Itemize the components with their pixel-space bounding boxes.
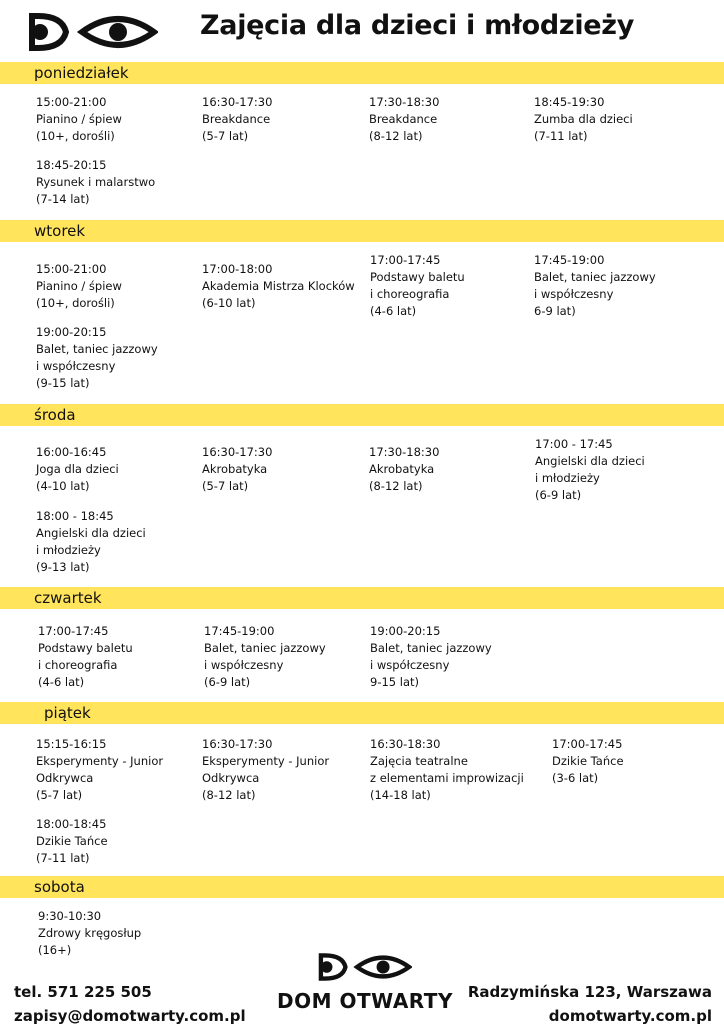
day-bar-friday xyxy=(0,702,724,724)
schedule-entry: 17:30-18:30 Akrobatyka (8-12 lat) xyxy=(369,445,440,493)
phone-number[interactable]: tel. 571 225 505 xyxy=(14,983,152,1001)
schedule-entry: 9:30-10:30 Zdrowy kręgosłup (16+) xyxy=(38,909,142,957)
website-link[interactable]: domotwarty.com.pl xyxy=(548,1007,712,1025)
day-label: piątek xyxy=(44,704,91,722)
contact-info xyxy=(14,980,246,1028)
schedule-entry: 18:45-20:15 Rysunek i malarstwo (7-14 lat) xyxy=(36,158,156,206)
schedule-entry: 17:00-17:45 Podstawy baletu i choreografia (4-6 lat) xyxy=(38,624,133,689)
address-info xyxy=(468,980,712,1028)
day-bar-tuesday xyxy=(0,220,724,242)
schedule-entry: 18:00 - 18:45 Angielski dla dzieci i młodzieży (9-13 lat) xyxy=(36,509,146,574)
schedule-entry: 17:00-17:45 Dzikie Tańce (3-6 lat) xyxy=(552,737,624,785)
schedule-entry: 16:30-18:30 Zajęcia teatralne z elementami improwizacji (14-18 lat) xyxy=(370,737,524,802)
brand-logo xyxy=(270,952,460,1013)
schedule-entry: 17:00-18:00 Akademia Mistrza Klocków (6-10 lat) xyxy=(202,262,355,310)
day-bar-wednesday xyxy=(0,404,724,426)
email-link[interactable]: zapisy@domotwarty.com.pl xyxy=(14,1007,246,1025)
day-label: sobota xyxy=(34,878,85,896)
page-title: Zajęcia dla dzieci i młodzieży xyxy=(200,10,634,41)
day-bar-thursday xyxy=(0,587,724,609)
day-bar-saturday xyxy=(0,876,724,898)
schedule-entry: 16:30-17:30 Akrobatyka (5-7 lat) xyxy=(202,445,273,493)
day-label: czwartek xyxy=(34,589,102,607)
day-bar-monday xyxy=(0,62,724,84)
schedule-entry: 16:30-17:30 Eksperymenty - Junior Odkrywca (8-12 lat) xyxy=(202,737,330,802)
schedule-entry: 19:00-20:15 Balet, taniec jazzowy i współczesny 9-15 lat) xyxy=(370,624,492,689)
schedule-entry: 18:45-19:30 Zumba dla dzieci (7-11 lat) xyxy=(534,95,633,143)
schedule-entry: 17:45-19:00 Balet, taniec jazzowy i współczesny 6-9 lat) xyxy=(534,253,656,318)
logo-eyes-icon xyxy=(318,952,412,982)
schedule-entry: 15:00-21:00 Pianino / śpiew (10+, dorośli) xyxy=(36,95,122,143)
logo-eyes-icon xyxy=(28,12,158,52)
schedule-entry: 15:00-21:00 Pianino / śpiew (10+, dorośli) xyxy=(36,262,122,310)
schedule-entry: 17:00 - 17:45 Angielski dla dzieci i młodzieży (6-9 lat) xyxy=(535,437,645,502)
brand-name: DOM OTWARTY xyxy=(277,989,453,1013)
schedule-entry: 16:30-17:30 Breakdance (5-7 lat) xyxy=(202,95,273,143)
schedule-entry: 16:00-16:45 Joga dla dzieci (4-10 lat) xyxy=(36,445,119,493)
schedule-entry: 19:00-20:15 Balet, taniec jazzowy i współczesny (9-15 lat) xyxy=(36,325,158,390)
address: Radzymińska 123, Warszawa xyxy=(467,983,712,1001)
day-label: poniedziałek xyxy=(34,64,129,82)
schedule-entry: 15:15-16:15 Eksperymenty - Junior Odkrywca (5-7 lat) xyxy=(36,737,164,802)
schedule-entry: 17:00-17:45 Podstawy baletu i choreografia (4-6 lat) xyxy=(370,253,465,318)
day-label: wtorek xyxy=(34,222,86,240)
schedule-entry: 17:45-19:00 Balet, taniec jazzowy i współczesny (6-9 lat) xyxy=(204,624,326,689)
header xyxy=(0,0,724,60)
schedule-entry: 17:30-18:30 Breakdance (8-12 lat) xyxy=(369,95,440,143)
day-label: środa xyxy=(34,406,76,424)
schedule-entry: 18:00-18:45 Dzikie Tańce (7-11 lat) xyxy=(36,817,108,865)
